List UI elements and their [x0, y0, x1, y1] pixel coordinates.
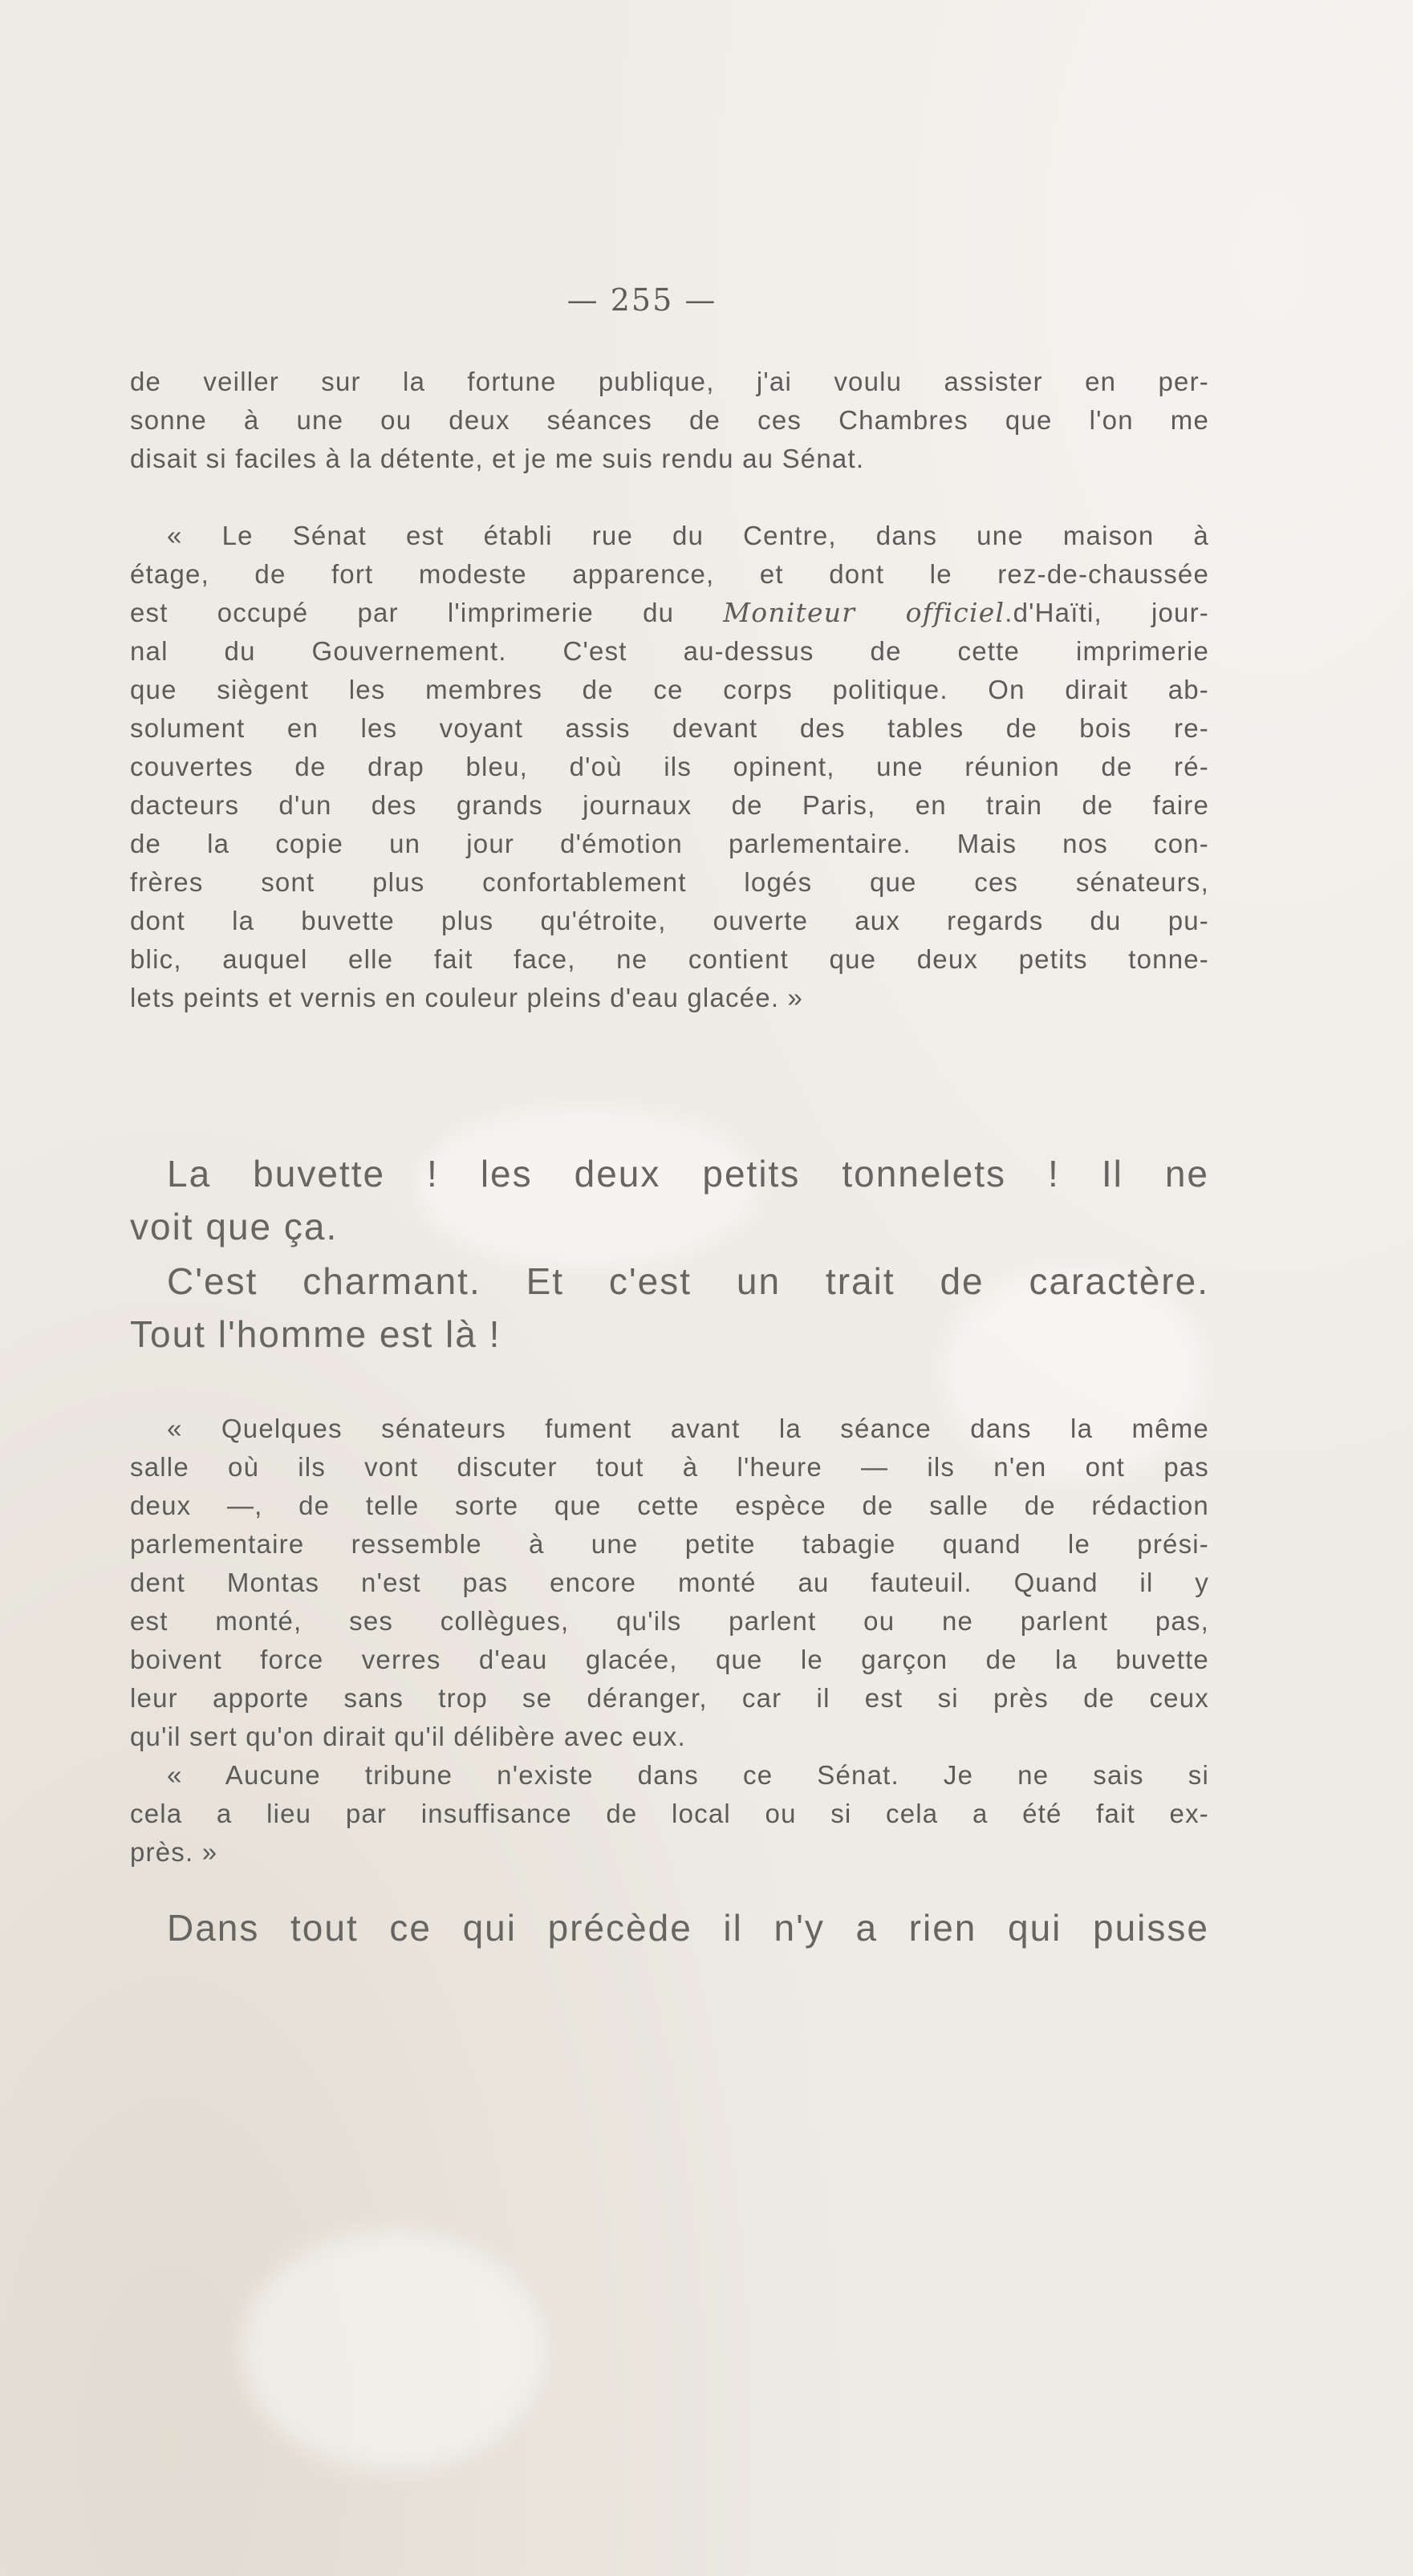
- text-line: « Quelques sénateurs fument avant la séance dans la même: [167, 1414, 1209, 1443]
- text-line: près. »: [130, 1837, 218, 1867]
- paragraph-quote-senate: [130, 517, 1209, 1017]
- text-line: C'est charmant. Et c'est un trait de caractère.: [167, 1260, 1209, 1302]
- text-line: étage, de fort modeste apparence, et dont le rez-de-chaussée: [130, 559, 1209, 589]
- text-line-with-italic: [130, 594, 1209, 632]
- text-line: que siègent les membres de ce corps politique. On dirait ab-: [130, 675, 1209, 704]
- paragraph-quote-senators: [130, 1410, 1209, 1756]
- text-span: est occupé par l'imprimerie du: [130, 598, 724, 627]
- paragraph-opening: [130, 363, 1209, 478]
- paper-stain: [241, 2230, 546, 2471]
- text-line: qu'il sert qu'on dirait qu'il délibère avec eux.: [130, 1722, 686, 1751]
- text-line: solument en les voyant assis devant des tables de bois re-: [130, 713, 1209, 743]
- text-line: blic, auquel elle fait face, ne contient que deux petits tonne-: [130, 944, 1209, 974]
- paragraph-quote-tribune: [130, 1756, 1209, 1872]
- newspaper-title: Moniteur officiel: [723, 597, 1005, 628]
- text-line: boivent force verres d'eau glacée, que le garçon de la buvette: [130, 1645, 1209, 1674]
- text-line: dent Montas n'est pas encore monté au fauteuil. Quand il y: [130, 1568, 1209, 1597]
- text-line: parlementaire ressemble à une petite tabagie quand le prési-: [130, 1529, 1209, 1559]
- page-number: — 255 —: [566, 282, 717, 318]
- text-line: « Le Sénat est établi rue du Centre, dans une maison à: [167, 521, 1209, 550]
- text-line: dont la buvette plus qu'étroite, ouverte aux regards du pu-: [130, 906, 1209, 935]
- text-line: deux —, de telle sorte que cette espèce de salle de rédaction: [130, 1491, 1209, 1520]
- text-line: de veiller sur la fortune publique, j'ai voulu assister en per-: [130, 367, 1209, 396]
- text-line: cela a lieu par insuffisance de local ou si cela a été fait ex-: [130, 1799, 1209, 1828]
- text-line: voit que ça.: [130, 1206, 339, 1247]
- text-line: nal du Gouvernement. C'est au-dessus de cette imprimerie: [130, 636, 1209, 666]
- text-line: disait si faciles à la détente, et je me suis rendu au Sénat.: [130, 444, 865, 473]
- text-line: dacteurs d'un des grands journaux de Paris, en train de faire: [130, 790, 1209, 820]
- text-line: est monté, ses collègues, qu'ils parlent ou ne parlent pas,: [130, 1606, 1209, 1636]
- text-line: Tout l'homme est là !: [130, 1313, 501, 1355]
- text-line: lets peints et vernis en couleur pleins d'eau glacée. »: [130, 983, 804, 1012]
- text-line: Dans tout ce qui précède il n'y a rien qui puisse: [167, 1907, 1209, 1949]
- text-line: frères sont plus confortablement logés que ces sénateurs,: [130, 867, 1209, 897]
- paragraph-closing: [130, 1901, 1209, 1954]
- text-line: leur apporte sans trop se déranger, car il est si près de ceux: [130, 1683, 1209, 1713]
- text-line: sonne à une ou deux séances de ces Chambres que l'on me: [130, 405, 1209, 435]
- text-line: couvertes de drap bleu, d'où ils opinent, une réunion de ré-: [130, 752, 1209, 781]
- text-span: .d'Haïti, jour-: [1005, 598, 1209, 627]
- text-line: « Aucune tribune n'existe dans ce Sénat. Je ne sais si: [167, 1760, 1209, 1790]
- text-line: La buvette ! les deux petits tonnelets ! Il ne: [167, 1153, 1209, 1195]
- text-line: de la copie un jour d'émotion parlementaire. Mais nos con-: [130, 829, 1209, 858]
- paragraph-commentary-buvette: [130, 1147, 1209, 1253]
- text-line: salle où ils vont discuter tout à l'heure — ils n'en ont pas: [130, 1452, 1209, 1482]
- paragraph-commentary-caractere: [130, 1255, 1209, 1361]
